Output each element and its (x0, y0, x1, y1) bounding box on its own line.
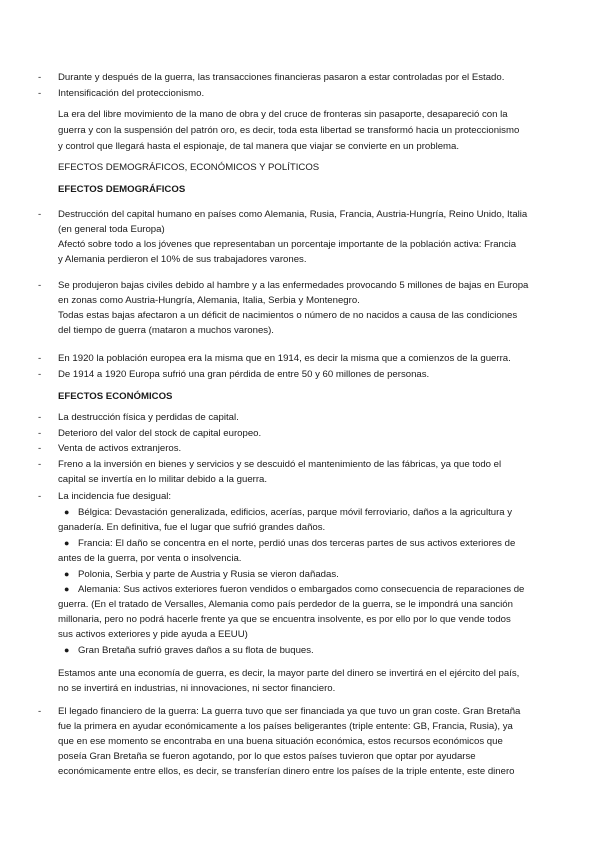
country-item-line: millonaria, pero no podrá hacerle frente ya que se encuentra insolvente, es por ello por lo que vende todos (58, 614, 511, 625)
list-item-line: fue la primera en ayudar económicamente a los países beligerantes (triple entente: GB, Francia, Rusia), ya (58, 721, 513, 732)
list-dash: - (38, 88, 42, 99)
paragraph-line: guerra y con la suspensión del patrón oro, es decir, toda esta libertad se transformó hacia un proteccionismo (58, 125, 520, 136)
bullet: ● (64, 538, 70, 548)
list-item: Destrucción del capital humano en países como Alemania, Rusia, Francia, Austria-Hungría, Reino Unido, Italia (58, 209, 528, 220)
list-item-line: y Alemania perdieron el 10% de sus trabajadores varones. (58, 254, 307, 265)
list-item-line: que en ese momento se encontraba en una buena situación económica, estos recursos económicos que (58, 736, 503, 747)
paragraph-line: y control que llegará hasta el espionaje, de tal manera que viajar se convierte en un problema. (58, 141, 460, 152)
list-item: El legado financiero de la guerra: La guerra tuvo que ser financiada ya que tuvo un gran coste. Gran Bretaña (58, 706, 521, 717)
country-item: Bélgica: Devastación generalizada, edificios, acerías, parque móvil ferroviario, daños a la agricultura y (78, 507, 513, 518)
country-item-line: sus activos exteriores y pide ayuda a EEUU) (58, 629, 248, 640)
list-dash: - (38, 369, 42, 380)
section-heading: EFECTOS DEMOGRÁFICOS, ECONÓMICOS Y POLÍTICOS (58, 162, 320, 173)
list-item-line: en zonas como Austria-Hungría, Alemania, Italia, Serbia y Montenegro. (58, 295, 360, 306)
list-item-line: poseía Gran Bretaña se fueron agotando, por lo que estos países tuvieron que optar por ayudarse (58, 751, 476, 762)
list-item-line: (en general toda Europa) (58, 224, 165, 235)
list-item: Venta de activos extranjeros. (58, 443, 182, 454)
country-item: Polonia, Serbia y parte de Austria y Rusia se vieron dañadas. (78, 569, 339, 580)
subsection-heading: EFECTOS DEMOGRÁFICOS (58, 184, 186, 195)
country-item: Francia: El daño se concentra en el norte, perdió unas dos terceras partes de sus activos exteriores de (78, 538, 516, 549)
paragraph-line: La era del libre movimiento de la mano de obra y del cruce de fronteras sin pasaporte, desapareció con la (58, 109, 508, 120)
list-item: Deterioro del valor del stock de capital europeo. (58, 428, 262, 439)
list-item: Se produjeron bajas civiles debido al hambre y a las enfermedades provocando 5 millones de bajas en Europa (58, 280, 529, 291)
list-dash: - (38, 459, 42, 470)
list-dash: - (38, 412, 42, 423)
bullet: ● (64, 569, 70, 579)
bullet: ● (64, 584, 70, 594)
list-item: En 1920 la población europea era la misma que en 1914, es decir la misma que a comienzos de la guerra. (58, 353, 511, 364)
paragraph-line: Estamos ante una economía de guerra, es decir, la mayor parte del dinero se invertirá en el ejército del país, (58, 668, 520, 679)
list-item-line: Todas estas bajas afectaron a un déficit de nacimientos o número de no nacidos a causa de las condiciones (58, 310, 518, 321)
list-dash: - (38, 428, 42, 439)
list-dash: - (38, 209, 42, 220)
list-item-line: capital se invertía en lo militar debido a la guerra. (58, 474, 268, 485)
subsection-heading: EFECTOS ECONÓMICOS (58, 391, 173, 402)
list-item: Durante y después de la guerra, las transacciones financieras pasaron a estar controladas por el Estado. (58, 72, 505, 83)
list-dash: - (38, 706, 42, 717)
list-item: Intensificación del proteccionismo. (58, 88, 205, 99)
list-item: Freno a la inversión en bienes y servicios y se descuidó el mantenimiento de las fábricas, ya que todo el (58, 459, 502, 470)
list-item: De 1914 a 1920 Europa sufrió una gran pérdida de entre 50 y 60 millones de personas. (58, 369, 430, 380)
list-dash: - (38, 443, 42, 454)
country-item-line: ganadería. En definitiva, fue el lugar que sufrió grandes daños. (58, 522, 326, 533)
country-item-line: guerra. (En el tratado de Versalles, Alemania como país perdedor de la guerra, se le impondrá una sanción (58, 599, 513, 610)
list-dash: - (38, 72, 42, 83)
country-item: Gran Bretaña sufrió graves daños a su flota de buques. (78, 645, 314, 656)
bullet: ● (64, 507, 70, 517)
country-item-line: antes de la guerra, por venta o insolvencia. (58, 553, 242, 564)
list-item: La destrucción física y perdidas de capital. (58, 412, 239, 423)
list-item: La incidencia fue desigual: (58, 491, 172, 502)
country-item: Alemania: Sus activos exteriores fueron vendidos o embargados como consecuencia de reparaciones de (78, 584, 525, 595)
paragraph-line: no se invertirá en industrias, ni innovaciones, ni sector financiero. (58, 683, 336, 694)
list-dash: - (38, 353, 42, 364)
list-dash: - (38, 280, 42, 291)
list-item-line: del tiempo de guerra (mataron a muchos varones). (58, 325, 274, 336)
list-item-line: económicamente entre ellos, es decir, se transferían dinero entre los países de la triple entente, este dinero (58, 766, 515, 777)
bullet: ● (64, 645, 70, 655)
list-dash: - (38, 491, 42, 502)
list-item-line: Afectó sobre todo a los jóvenes que representaban un porcentaje importante de la población activa: Francia (58, 239, 517, 250)
